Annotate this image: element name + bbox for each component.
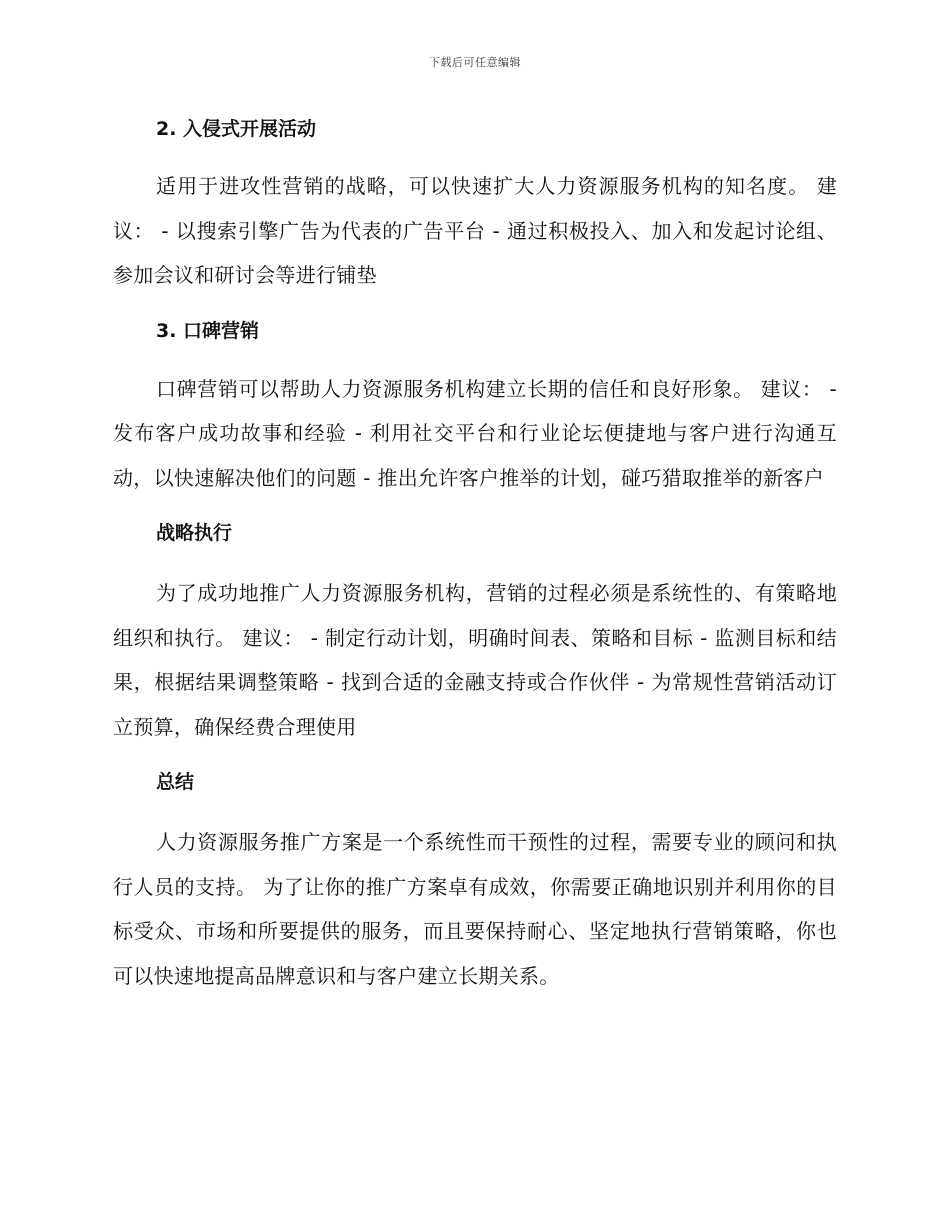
section-heading-strategy-execution: 战略执行 bbox=[156, 522, 233, 544]
section-paragraph-word-of-mouth: 口碑营销可以帮助人力资源服务机构建立长期的信任和良好形象。 建议： - 发布客户成功故事和经验 - 利用社交平台和行业论坛便捷地与客户进行沟通互动，以快速解决他们的问题 - 推出允许客户推举的计划，碰巧猎取推举的新客户 bbox=[113, 376, 837, 490]
section-heading-word-of-mouth: 3. 口碑营销 bbox=[156, 319, 260, 342]
section-paragraph-strategy-execution: 为了成功地推广人力资源服务机构，营销的过程必须是系统性的、有策略地组织和执行。 建议： - 制定行动计划，明确时间表、策略和目标 - 监测目标和结果，根据结果调整策略 - 找到合适的金融支持或合作伙伴 - 为常规性营销活动订立预算，确保经费合理使用 bbox=[113, 581, 837, 739]
page-header: 下载后可任意编辑 bbox=[429, 56, 521, 69]
section-heading-summary: 总结 bbox=[156, 771, 195, 793]
section-paragraph-summary: 人力资源服务推广方案是一个系统性而干预性的过程，需要专业的顾问和执行人员的支持。 为了让你的推广方案卓有成效，你需要正确地识别并利用你的目标受众、市场和所要提供的服务，而且要保持耐心、坚定地执行营销策略，你也可以快速地提高品牌意识和与客户建立长期关系。 bbox=[113, 830, 837, 988]
document-body bbox=[113, 112, 837, 998]
section-paragraph-invasive-activities: 适用于进攻性营销的战略，可以快速扩大人力资源服务机构的知名度。 建议： - 以搜索引擎广告为代表的广告平台 - 通过积极投入、加入和发起讨论组、参加会议和研讨会等进行铺垫 bbox=[113, 174, 837, 287]
section-heading-invasive-activities: 2. 入侵式开展活动 bbox=[156, 118, 317, 140]
